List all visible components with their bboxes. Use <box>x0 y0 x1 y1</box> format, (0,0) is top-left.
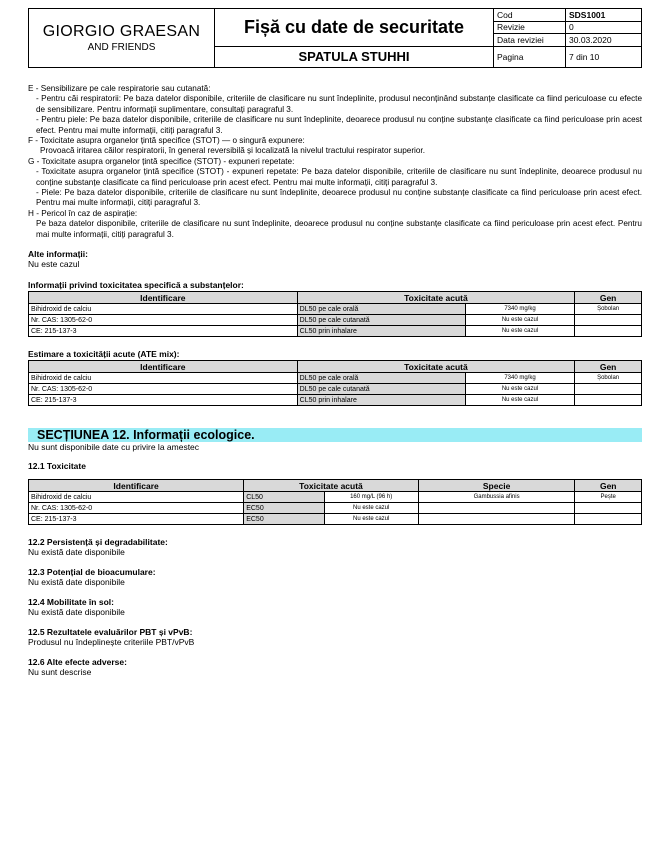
ident-cell: Nr. CAS: 1305-62-0 <box>29 315 298 326</box>
col-header: Toxicitate acută <box>297 361 575 373</box>
ident-cell: CE: 215-137-3 <box>29 514 244 525</box>
section-12-intro: Nu sunt disponibile date cu privire la amestec <box>28 442 200 453</box>
col-header: Gen <box>575 292 642 304</box>
page-content <box>28 84 642 677</box>
col-header: Identificare <box>29 292 298 304</box>
meta-label: Pagina <box>494 46 566 67</box>
value-cell: 7340 mg/kg <box>465 373 574 384</box>
subsection-value: Nu există date disponibile <box>28 577 125 588</box>
info-toxicity-table <box>28 291 642 337</box>
test-cell: EC50 <box>244 514 324 525</box>
col-header: Gen <box>575 361 642 373</box>
table-row <box>29 326 642 337</box>
gen-cell <box>575 503 642 514</box>
meta-label: Revizie <box>494 21 566 34</box>
ident-cell: Bihidroxid de calciu <box>29 492 244 503</box>
col-header: Toxicitate acută <box>297 292 575 304</box>
document-title: Fișă cu date de securitate <box>215 9 494 47</box>
product-name: SPATULA STUHHI <box>215 46 494 67</box>
text-paragraph: - Pentru piele: Pe baza datelor disponibile, criteriile de clasificare nu sunt îndeplinite, deoarece produsul nu conține substanțe clasificate ca fiind periculoase prin acest efect. Pentru mai multe informații, citiți paragraful 3. <box>36 115 642 135</box>
subsection-label: 12.5 Rezultatele evaluărilor PBT și vPvB: <box>28 627 193 638</box>
test-cell: CL50 prin inhalare <box>297 326 465 337</box>
test-cell: DL50 pe cale orală <box>297 304 465 315</box>
test-cell: CL50 <box>244 492 324 503</box>
gen-cell <box>575 395 642 406</box>
text-heading: H - Pericol în caz de aspirație: <box>28 208 138 218</box>
gen-cell <box>575 514 642 525</box>
subsection-label: 12.4 Mobilitate în sol: <box>28 597 114 608</box>
table-row <box>29 304 642 315</box>
subsection-value: Nu sunt descrise <box>28 667 92 678</box>
test-cell: DL50 pe cale orală <box>297 373 465 384</box>
meta-value: 30.03.2020 <box>566 34 642 47</box>
value-cell: Nu este cazul <box>465 395 574 406</box>
ident-cell: CE: 215-137-3 <box>29 326 298 337</box>
text-paragraph: - Toxicitate asupra organelor țintă specifice (STOT) - expuneri repetate: Pe baza datelor disponibile, criteriile de clasificare nu sunt îndeplinite, deoarece produsul nu conține substanțe clasificate ca fiind periculoase prin acest efect. Pentru mai multe informații, citiți paragraful 3. <box>36 167 642 187</box>
test-cell: CL50 prin inhalare <box>297 395 465 406</box>
table-row <box>29 373 642 384</box>
section-12-header <box>28 428 642 442</box>
meta-label: Data reviziei <box>494 34 566 47</box>
value-cell: Nu este cazul <box>465 315 574 326</box>
table-row <box>29 384 642 395</box>
alte-value: Nu este cazul <box>28 259 80 270</box>
subsection-value: Nu există date disponibile <box>28 547 125 558</box>
value-cell: Nu este cazul <box>465 384 574 395</box>
text-paragraph: - Piele: Pe baza datelor disponibile, criteriile de clasificare nu sunt îndeplinite, deoarece produsul nu conține substanțe clasificate ca fiind periculoase prin acest efect. Pentru mai multe informații, citiți paragraful 3. <box>36 188 642 208</box>
text-heading: F - Toxicitate asupra organelor țintă specifice (STOT) — o singură expunere: <box>28 136 305 146</box>
ident-cell: Bihidroxid de calciu <box>29 304 298 315</box>
col-header: Specie <box>418 480 575 492</box>
value-cell: Nu este cazul <box>465 326 574 337</box>
text-paragraph: - Pentru căi respiratorii: Pe baza datelor disponibile, criteriile de clasificare nu sunt îndeplinite, produsul neconținând substanțe clasificate ca fiind periculoase cu efecte de sensibilizare. Pentru informații suplimentare, consultați paragraful 3. <box>36 94 642 114</box>
company-name: GIORGIO GRAESAN <box>42 23 201 40</box>
text-heading: E - Sensibilizare pe cale respiratorie sau cutanată: <box>28 84 211 93</box>
table-row <box>29 315 642 326</box>
test-cell: EC50 <box>244 503 324 514</box>
gen-cell: Pește <box>575 492 642 503</box>
specie-cell <box>418 503 575 514</box>
alte-label: Alte informații: <box>28 249 88 260</box>
toxicology-text <box>28 84 642 240</box>
company-subname: AND FRIENDS <box>87 42 156 53</box>
value-cell: 7340 mg/kg <box>465 304 574 315</box>
subsection-value: Produsul nu îndeplinește criteriile PBT/vPvB <box>28 637 195 648</box>
specie-cell <box>418 514 575 525</box>
meta-value: 7 din 10 <box>566 46 642 67</box>
subsection-12-1-label: 12.1 Toxicitate <box>28 461 86 472</box>
table-row <box>29 514 642 525</box>
test-cell: DL50 pe cale cutanată <box>297 315 465 326</box>
ident-cell: CE: 215-137-3 <box>29 395 298 406</box>
specie-cell: Gambussia afinis <box>418 492 575 503</box>
value-cell: Nu este cazul <box>324 514 418 525</box>
section-12-title: SECȚIUNEA 12. Informații ecologice. <box>37 428 255 443</box>
text-paragraph: Pe baza datelor disponibile, criteriile de clasificare nu sunt îndeplinite, deoarece produsul nu conține substanțe clasificate ca fiind periculoase prin acest efect. Pentru mai multe informații, citiți paragraful 3. <box>36 219 642 239</box>
text-heading: G - Toxicitate asupra organelor țintă specifice (STOT) - expuneri repetate: <box>28 156 295 166</box>
eco-toxicity-table <box>28 479 642 525</box>
value-cell: Nu este cazul <box>324 503 418 514</box>
col-header: Gen <box>575 480 642 492</box>
ate-table-label: Estimare a toxicității acute (ATE mix): <box>28 349 180 360</box>
subsection-label: 12.6 Alte efecte adverse: <box>28 657 127 668</box>
info-table-label: Informații privind toxicitatea specifică a substanțelor: <box>28 280 244 291</box>
subsection-label: 12.2 Persistență și degradabilitate: <box>28 537 168 548</box>
table-row <box>29 503 642 514</box>
gen-cell: Șobolan <box>575 373 642 384</box>
meta-value: SDS1001 <box>566 9 642 22</box>
subsection-label: 12.3 Potențial de bioacumulare: <box>28 567 156 578</box>
gen-cell <box>575 326 642 337</box>
gen-cell: Șobolan <box>575 304 642 315</box>
document-header <box>28 8 642 68</box>
subsection-value: Nu există date disponibile <box>28 607 125 618</box>
text-paragraph: Provoacă iritarea căilor respiratorii, în general reversibilă și localizată la nivelul tractului respirator superior. <box>40 146 425 156</box>
col-header: Toxicitate acută <box>244 480 419 492</box>
gen-cell <box>575 315 642 326</box>
ident-cell: Bihidroxid de calciu <box>29 373 298 384</box>
ate-toxicity-table <box>28 360 642 406</box>
ident-cell: Nr. CAS: 1305-62-0 <box>29 503 244 514</box>
meta-label: Cod <box>494 9 566 22</box>
table-row <box>29 395 642 406</box>
test-cell: DL50 pe cale cutanată <box>297 384 465 395</box>
ident-cell: Nr. CAS: 1305-62-0 <box>29 384 298 395</box>
gen-cell <box>575 384 642 395</box>
col-header: Identificare <box>29 361 298 373</box>
meta-value: 0 <box>566 21 642 34</box>
table-row <box>29 492 642 503</box>
col-header: Identificare <box>29 480 244 492</box>
value-cell: 160 mg/L (96 h) <box>324 492 418 503</box>
company-block <box>29 9 215 68</box>
